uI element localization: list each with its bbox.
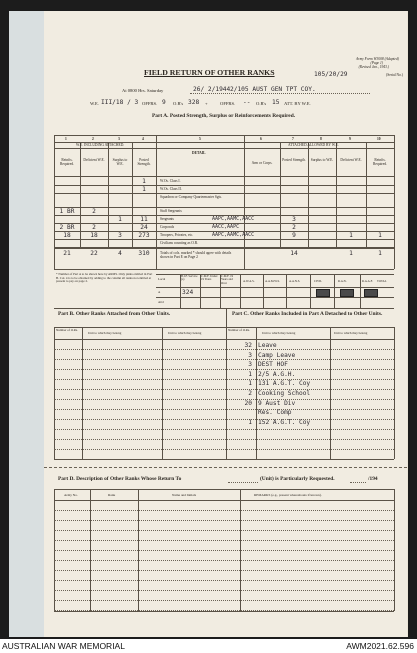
cell-c10-row-6: 1	[378, 231, 382, 239]
detail-label-7: Civilians counting as O.R.	[160, 241, 199, 245]
bd-header-aamws: A.A.M.W.S.	[265, 279, 280, 283]
part-c-entry-unit: DEST HOF	[258, 361, 288, 369]
part-c-entry-number: 1	[248, 418, 252, 426]
header-reinfts: Reinfts. Required.	[59, 158, 75, 166]
plus-sign: +	[205, 101, 208, 106]
col-number-8: 8	[320, 137, 322, 141]
part-c-entry-unit: 131 A.G.T. Coy	[258, 380, 311, 388]
cell-c10-row-8: 1	[378, 249, 382, 257]
unit-line	[190, 93, 370, 94]
cell-arm-row-6: AAPC,AAMC,AACC	[212, 231, 255, 238]
part-d-header-rank: Rank	[108, 493, 116, 497]
part-c-entry-number: 32	[244, 342, 252, 349]
cell-c7-row-6: 9	[292, 231, 296, 239]
redacted-box-civil	[316, 289, 330, 297]
part-c-entry-number: 3	[248, 361, 252, 369]
part-c-header-unit: Unit to which they belong	[262, 331, 296, 335]
left-group-header: W.E. INCLUDING ATTACHED.	[76, 143, 125, 147]
header-r-reinfts: Reinfts. Required.	[372, 158, 388, 166]
header-deficient: Deficient W.E.	[83, 158, 105, 162]
cell-c4-row-1: 1	[142, 185, 146, 193]
detail-label-5: Corporals	[160, 225, 175, 229]
right-group-header: ATTACHED ALLOWED BY W.E.	[288, 143, 339, 147]
col-number-10: 10	[377, 137, 381, 141]
part-b-header-unit: Unit to which they belong	[88, 331, 122, 335]
att-label: ATT. BY W.E.	[284, 101, 311, 106]
cell-c3-row-4: 1	[118, 215, 122, 223]
bd-header-civil: CIVIL	[314, 279, 322, 283]
header-r-deficient: Deficient W.E.	[340, 158, 362, 162]
serial-label: (Serial No.)	[386, 73, 403, 77]
detail-label-2: Squadron or Company Quartermaster Sgts.	[160, 195, 222, 199]
cell-c4-row-0: 1	[142, 177, 146, 185]
part-d-date-suffix: /194	[368, 476, 378, 482]
cell-c1-row-3: 1 BR	[59, 207, 75, 215]
cell-c2-row-5: 2	[92, 223, 96, 231]
redacted-box-ran	[340, 289, 354, 297]
detail-header: DETAIL	[192, 151, 206, 155]
breakdown-label-local: Local	[158, 277, 166, 281]
cell-c2-row-3: 2	[92, 207, 96, 215]
return-date: 26/ 2/1944	[193, 86, 231, 93]
detail-label-8: Totals of cols. marked * should agree with details shown in Part E on Page 2	[160, 251, 232, 259]
cell-c4-row-5: 24	[140, 223, 148, 231]
bd-header-cmf-under: C.M.F. Under 19 Years	[201, 274, 218, 282]
part-c-entry-unit: Res. Comp	[258, 409, 292, 417]
part-c-entry-unit: Camp Leave	[258, 351, 296, 359]
cell-c2-row-8: 22	[90, 249, 98, 257]
bd-header-cmf-over: C.M.F. 19 Years and Over	[221, 274, 234, 285]
paper-spine-strip	[9, 11, 45, 637]
header-arm-corps: Arm or Corps.	[251, 161, 273, 165]
part-c-entry-number: 1	[248, 370, 252, 378]
detail-label-1: W.Os. Class II.	[160, 187, 182, 191]
part-d-header-remarks: REMARKS (e.g., present whereabouts if known).	[254, 493, 322, 497]
ors2-value: --	[243, 99, 251, 106]
cell-c1-row-6: 18	[63, 231, 71, 239]
part-d-header-name: Name and Initials	[172, 493, 197, 497]
cell-c4-row-4: 11	[140, 215, 148, 223]
cell-c7-row-8: 14	[290, 249, 298, 257]
part-c-header-unit2: Unit to which they belong	[334, 331, 368, 335]
cell-c3-row-6: 3	[118, 231, 122, 239]
part-c-entry-unit: Cooking School	[258, 390, 311, 397]
form-id: Army Form W3008 (Adapted)	[355, 57, 399, 61]
cell-c1-row-5: 2 BR	[59, 223, 75, 231]
cell-c7-row-4: 3	[292, 215, 296, 223]
detail-label-0: W.Os. Class I.	[160, 179, 181, 183]
redacted-box-raaf	[364, 289, 378, 297]
footer-accession: AWM2021.62.596	[346, 641, 414, 651]
header-r-posted: Posted Strength.	[282, 158, 306, 162]
part-b-header-unit2: Unit to which they belong	[168, 331, 202, 335]
at-line-prefix: At 0800 Hrs. Saturday	[122, 88, 164, 93]
header-r-surplus: Surplus to W.E.	[310, 158, 334, 162]
part-c-entry-unit: 152 A.G.T. Coy	[258, 418, 311, 426]
part-a-note: * Number of Part A to be shown here by ARMS. Only pinks entitled in Part B. Col. 4 is to be obtained by adding to the column all ranks not entitled at present to pay on page 2.	[56, 272, 153, 284]
col-number-5: 5	[199, 137, 201, 141]
breakdown-label-a: A	[158, 290, 161, 294]
col-number-6: 6	[260, 137, 262, 141]
part-c-entry-number: 1	[248, 380, 252, 388]
ors-value: 328	[188, 99, 200, 106]
offrs2-label: OFFRS.	[220, 101, 236, 106]
att-value: 15	[272, 99, 280, 106]
detail-label-3: Staff Sergeants	[160, 209, 182, 213]
col-number-4: 4	[142, 137, 144, 141]
we-label: W.E.	[90, 101, 100, 106]
cell-c4-row-6: 273	[138, 231, 150, 239]
serial-number: 105/20/29	[314, 71, 348, 78]
footer-bar	[0, 639, 417, 653]
cell-c3-row-8: 4	[118, 249, 122, 257]
bd-header-total: TOTAL	[377, 279, 387, 283]
ors-label: O.R's	[173, 101, 184, 106]
cell-c2-row-6: 18	[90, 231, 98, 239]
form-title: FIELD RETURN OF OTHER RANKS	[144, 68, 275, 77]
part-d-header-army-no: Army No.	[64, 493, 78, 497]
cell-c4-row-8: 310	[138, 249, 150, 257]
form-sheet	[44, 11, 407, 637]
form-page: (Page 1)	[370, 61, 383, 65]
offrs-label: OFFRS.	[142, 101, 158, 106]
part-c-entry-unit: 2/5 A.G.H.	[258, 370, 296, 378]
part-c-title: Part C. Other Ranks Included in Part A Detached to Other Units.	[232, 311, 383, 317]
col-number-1: 1	[65, 137, 67, 141]
header-posted: Posted Strength.	[137, 158, 151, 166]
part-d-title: Part D. Description of Other Ranks Whose Return To	[58, 476, 182, 482]
form-revised: (Revised Jan., 1943.)	[358, 65, 389, 69]
cell-c9-row-8: 1	[349, 249, 353, 257]
col-number-3: 3	[118, 137, 120, 141]
bd-header-aif: B.I.F. Service (a)	[181, 274, 198, 282]
part-c-entry-unit: Leave	[258, 342, 277, 349]
offrs-value: 9	[162, 99, 166, 106]
we-value: III/18 / 3	[101, 99, 139, 106]
part-c-entry-number: 3	[248, 351, 252, 359]
breakdown-label-attd: Attd	[158, 300, 164, 304]
part-c-header-number: Number of O.Rs.	[228, 328, 250, 332]
header-surplus: Surplus to W.E.	[112, 158, 128, 166]
part-c-entry-number: 2	[248, 390, 252, 397]
cell-c7-row-5: 2	[292, 223, 296, 231]
part-d-title-suffix: (Unit) is Particularly Requested.	[260, 476, 335, 482]
bd-header-ran: R.A.N.	[338, 279, 347, 283]
ors2-label: O.R's	[256, 101, 267, 106]
part-b-title: Part B. Other Ranks Attached from Other Units.	[58, 311, 171, 317]
unit-name: 2/105 AUST GEN TPT COY.	[230, 86, 316, 93]
cell-arm-row-4: AAPC,AAMC,AACC	[212, 215, 255, 222]
cell-c1-row-8: 21	[63, 249, 71, 257]
col-number-7: 7	[292, 137, 294, 141]
detail-label-6: Troopers, Privates, etc.	[160, 233, 194, 237]
cell-c9-row-6: 1	[349, 231, 353, 239]
col-number-9: 9	[349, 137, 351, 141]
col-number-2: 2	[92, 137, 94, 141]
breakdown-aif-value: 324	[182, 289, 194, 296]
part-b-header-number: Number of O.Rs.	[56, 328, 78, 332]
part-c-entry-number: 20	[244, 399, 252, 407]
detail-label-4: Sergeants	[160, 217, 174, 221]
part-a-title: Part A. Posted Strength, Surplus or Reinforcements Required.	[152, 113, 296, 119]
footer-credit: AUSTRALIAN WAR MEMORIAL	[2, 641, 125, 651]
bd-header-awas: A.W.A.S.	[243, 279, 255, 283]
part-c-entry-unit: 9 Aust Div	[258, 399, 296, 407]
bd-header-aans: A.A.N.S.	[289, 279, 301, 283]
cell-arm-row-5: AACC,AAPC	[212, 223, 240, 230]
bd-header-raaf: R.A.A.F.	[362, 279, 373, 283]
